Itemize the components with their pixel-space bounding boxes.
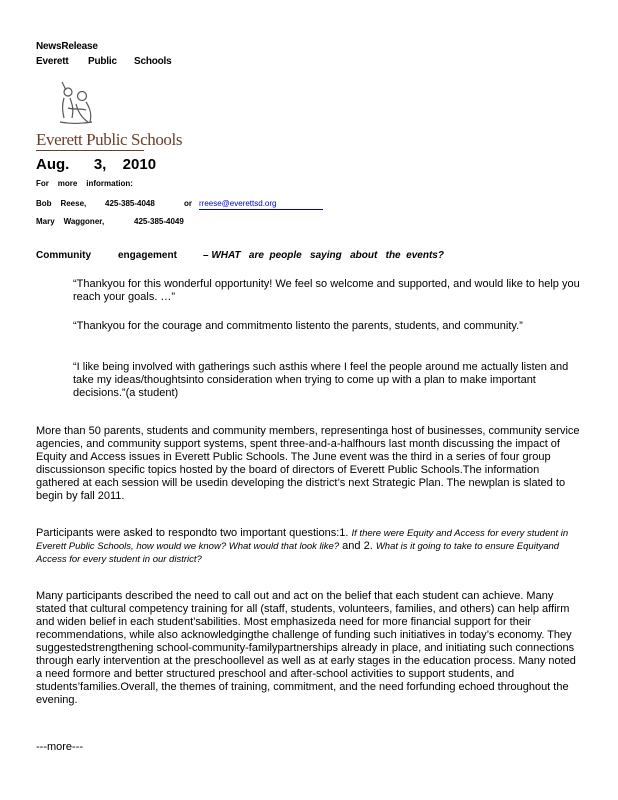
release-date: Aug. 3, 2010 <box>36 156 157 173</box>
contact-person1-email-link[interactable]: rreese@everettsd.org <box>199 199 277 208</box>
body-paragraph-3: Many participants described the need to call out and act on the belief that each student can achieve. Many stated that cultural competency training for all (staff, students, volunteers, families, and others) can help affirm and widen belief in each student’sabilities. Most emphasizeda need for more financial support for their recommendations, while also acknowledgingthe challenge of funding such initiatives in today’s economy. They suggestedstrengthening school-community-familypartnerships already in place, and initiating such connections through early intervention at the preschoollevel as well as at early stages in the education process. Many noted a need formore and better structured preschool and after-school activities to support students, and students’families.Overall, the themes of training, commitment, and the need forfunding echoed throughout the evening. <box>36 590 576 706</box>
contact-person1-name: Bob Reese, <box>36 199 87 208</box>
org-word-3: Schools <box>134 56 172 67</box>
quote-2: “Thankyou for the courage and commitmento listento the parents, students, and community.” <box>73 320 523 332</box>
contact-person2-name: Mary Waggoner, <box>36 217 105 226</box>
body-paragraph-2 <box>36 527 581 566</box>
headline-community: Community <box>36 250 91 261</box>
org-word-2: Public <box>88 56 117 67</box>
paragraph2-question-1: If there were Equity and Access for every student in Everett Public Schools, how would we know? What would that look like? <box>36 528 569 552</box>
news-release-label: NewsRelease <box>36 41 98 52</box>
district-logo-wordmark: Everett Public Schools <box>36 130 183 149</box>
contact-person1-phone: 425-385-4048 <box>105 199 155 208</box>
continued-marker: ---more--- <box>36 741 84 753</box>
paragraph2-intro: Participants were asked to respondto two important questions:1. <box>36 527 352 539</box>
body-paragraph-1: More than 50 parents, students and community members, representinga host of businesses, community service agencies, and community support systems, spent three-and-a-halfhours last month discussing the impact of Equity and Access issues in Everett Public Schools. The June event was the third in a series of four group discussionson specific topics hosted by the board of directors of Everett Public Schools.The information gathered at each session will be usedin developing the district’s next Strategic Plan. The newplan is slated to begin by fall 2011. <box>36 425 580 502</box>
paragraph2-question-2: What is it going to take to ensure Equityand Access for every student in our district? <box>36 541 560 565</box>
contact-or-label: or <box>184 199 192 208</box>
paragraph2-connector: and 2. <box>339 540 376 552</box>
contact-label: For more information: <box>36 179 133 188</box>
quote-1: “Thankyou for this wonderful opportunity! We feel so welcome and supported, and would like to help you reach your goals. …” <box>73 278 580 303</box>
headline-question: – WHAT are people saying about the events? <box>203 250 444 261</box>
logo-divider <box>36 150 144 151</box>
email-underline <box>199 209 323 210</box>
headline-engagement: engagement <box>118 250 177 261</box>
district-logo-figures <box>56 78 96 126</box>
contact-person2-phone: 425-385-4049 <box>134 217 184 226</box>
org-word-1: Everett <box>36 56 69 67</box>
quote-3: “I like being involved with gatherings such asthis where I feel the people around me actually listen and take my ideas/thoughtsinto consideration when trying to come up with a plan to make important decisions.”(a student) <box>73 361 569 399</box>
